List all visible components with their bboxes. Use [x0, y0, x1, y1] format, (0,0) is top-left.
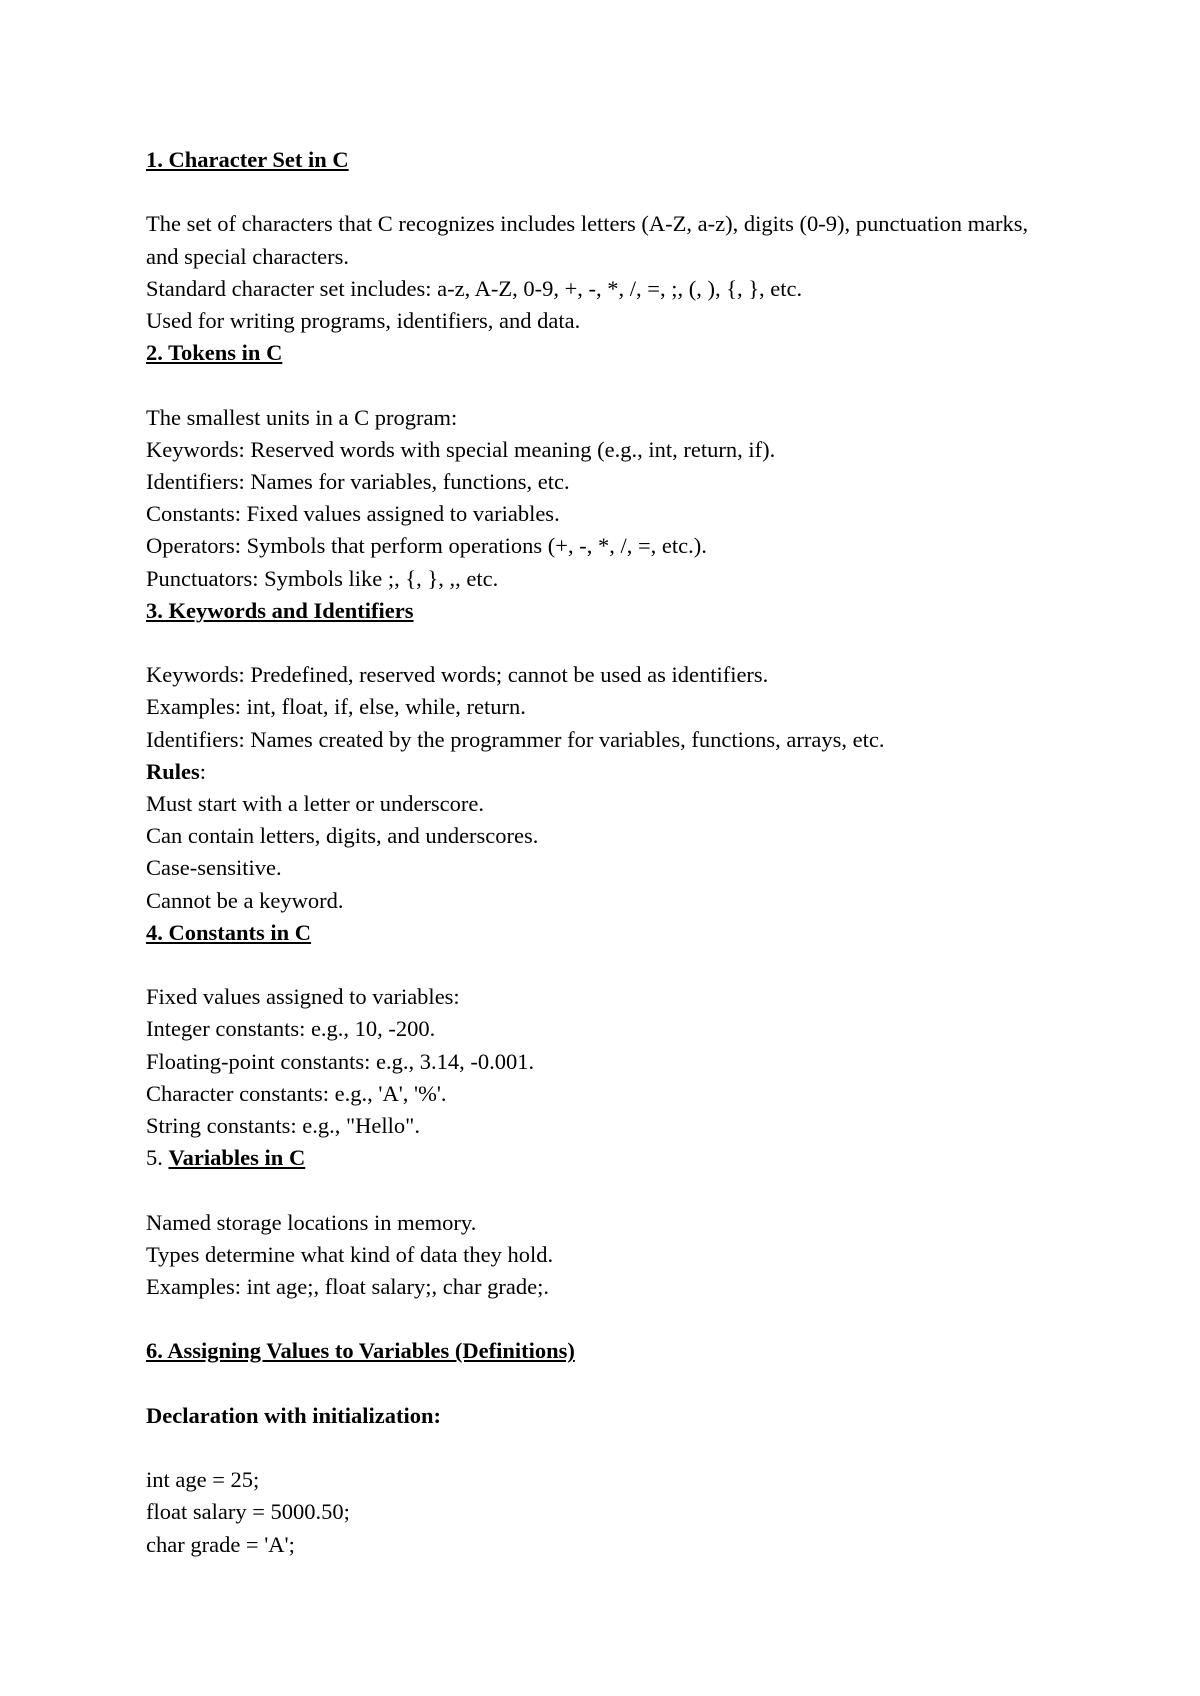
keywords-definition: Keywords: Predefined, reserved words; cannot be used as identifiers.: [146, 662, 769, 688]
spacer: [146, 1432, 1066, 1464]
section-2-intro: The smallest units in a C program:: [146, 404, 458, 430]
section-2-heading: 2. Tokens in C: [146, 340, 283, 366]
document-page: [146, 144, 1066, 1561]
constant-char-line: Character constants: e.g., 'A', '%'.: [146, 1080, 447, 1106]
rules-label: Rules: [146, 758, 200, 784]
token-punctuators-line: Punctuators: Symbols like ;, {, }, ,, etc.: [146, 565, 499, 591]
code-line: char grade = 'A';: [146, 1531, 295, 1557]
token-keywords-line: Keywords: Reserved words with special meaning (e.g., int, return, if).: [146, 436, 776, 462]
spacer: [146, 1368, 1066, 1400]
section-4-intro: Fixed values assigned to variables:: [146, 984, 460, 1010]
section-1-heading: 1. Character Set in C: [146, 147, 349, 172]
spacer: [146, 176, 1066, 208]
section-5-heading: [146, 1142, 1066, 1174]
section-3-heading: 3. Keywords and Identifiers: [146, 597, 414, 623]
section-1-usage-line: Used for writing programs, identifiers, and data.: [146, 308, 581, 333]
keywords-examples: Examples: int, float, if, else, while, return.: [146, 694, 526, 720]
rule-item: Cannot be a keyword.: [146, 887, 344, 913]
spacer: [146, 627, 1066, 659]
variables-line: Types determine what kind of data they hold.: [146, 1241, 554, 1267]
rule-item: Can contain letters, digits, and underscores.: [146, 823, 539, 849]
rules-colon: :: [199, 758, 207, 784]
section-1-charset-line: Standard character set includes: a-z, A-Z, 0-9, +, -, *, /, =, ;, (, ), {, }, etc.: [146, 275, 803, 301]
constant-float-line: Floating-point constants: e.g., 3.14, -0.001.: [146, 1048, 535, 1074]
token-identifiers-line: Identifiers: Names for variables, functions, etc.: [146, 469, 570, 494]
rule-item: Must start with a letter or underscore.: [146, 791, 485, 817]
variables-line: Examples: int age;, float salary;, char grade;.: [146, 1274, 549, 1300]
variables-line: Named storage locations in memory.: [146, 1209, 477, 1235]
code-line: int age = 25;: [146, 1467, 260, 1493]
code-line: float salary = 5000.50;: [146, 1499, 350, 1525]
section-5-number: 5.: [146, 1145, 169, 1171]
section-4-heading: 4. Constants in C: [146, 919, 312, 945]
rules-label-line: [146, 756, 1066, 788]
identifiers-definition: Identifiers: Names created by the programmer for variables, functions, arrays, etc.: [146, 726, 885, 752]
spacer: [146, 949, 1066, 981]
section-1-paragraph: The set of characters that C recognizes includes letters (A-Z, a-z), digits (0-9), punctuation marks, and special characters.: [146, 211, 1029, 269]
section-5-title: Variables in C: [168, 1145, 306, 1171]
rule-item: Case-sensitive.: [146, 855, 282, 881]
token-operators-line: Operators: Symbols that perform operations (+, -, *, /, =, etc.).: [146, 533, 707, 559]
spacer: [146, 1174, 1066, 1206]
section-6-subheading: Declaration with initialization:: [146, 1402, 441, 1428]
section-6-heading: 6. Assigning Values to Variables (Definitions): [146, 1338, 575, 1364]
constant-integer-line: Integer constants: e.g., 10, -200.: [146, 1016, 436, 1042]
spacer: [146, 1303, 1066, 1335]
token-constants-line: Constants: Fixed values assigned to variables.: [146, 501, 560, 527]
spacer: [146, 369, 1066, 401]
constant-string-line: String constants: e.g., "Hello".: [146, 1113, 420, 1139]
